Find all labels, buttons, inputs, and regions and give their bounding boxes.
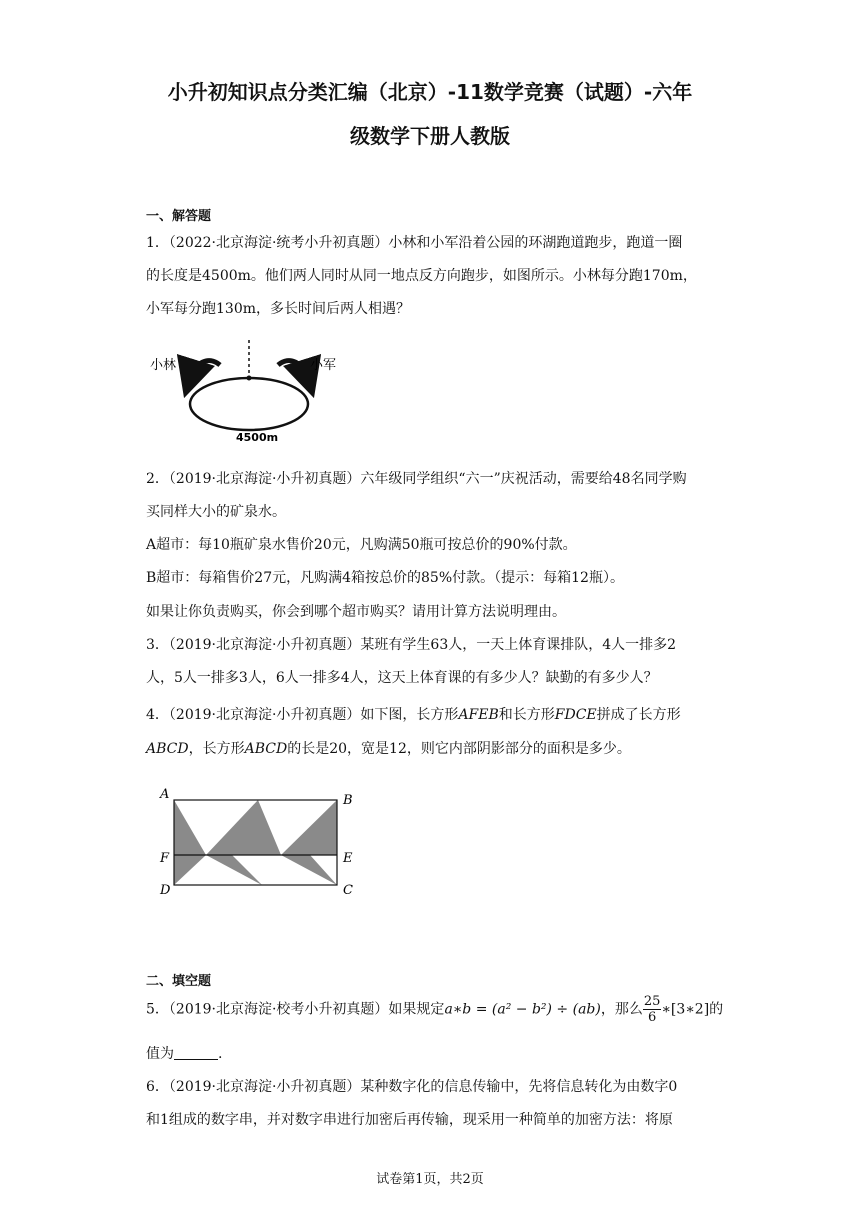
q2-line3: A超市：每10瓶矿泉水售价20元，凡购满50瓶可按总价的90%付款。 bbox=[146, 537, 577, 553]
q2-line4: B超市：每箱售价27元，凡购满4箱按总价的85%付款。（提示：每箱12瓶）。 bbox=[146, 570, 624, 586]
shaded-triangle-3 bbox=[281, 800, 337, 855]
q5-line1 bbox=[146, 994, 723, 1025]
q6-line2: 和1组成的数字串，并对数字串进行加密后再传输，现采用一种简单的加密方法：将原 bbox=[146, 1112, 673, 1128]
xiaojun-label: 小军 bbox=[310, 358, 337, 373]
xiaojun-arrow bbox=[278, 361, 308, 379]
start-point bbox=[247, 376, 252, 381]
shaded-rectangle-figure bbox=[150, 782, 360, 902]
rect-abcd-2: ABCD bbox=[244, 741, 288, 757]
q2-line2: 买同样大小的矿泉水。 bbox=[146, 504, 286, 520]
q3-line1: 3．（2019·北京海淀·小升初真题）某班有学生63人，一天上体育课排队，4人一排多2 bbox=[146, 637, 677, 653]
q3-line2: 人，5人一排多3人，6人一排多4人，这天上体育课的有多少人？缺勤的有多少人？ bbox=[146, 670, 658, 686]
q5-mid: ，那么 bbox=[600, 1001, 643, 1018]
label-f: F bbox=[160, 851, 170, 866]
label-e: E bbox=[343, 851, 353, 866]
q5-suffix: 的 bbox=[709, 1001, 724, 1018]
q1-line2: 的长度是4500m。他们两人同时从同一地点反方向跑步，如图所示。小林每分跑170m， bbox=[146, 268, 697, 284]
fraction-25-6 bbox=[643, 994, 662, 1025]
label-a: A bbox=[160, 787, 170, 802]
q5-line2 bbox=[146, 1043, 222, 1063]
q4-text-c: 拼成了长方形 bbox=[596, 707, 681, 723]
shaded-triangle-2 bbox=[206, 800, 281, 855]
rect-abcd: ABCD bbox=[146, 741, 189, 757]
q2-line5: 如果让你负责购买，你会到哪个超市购买？请用计算方法说明理由。 bbox=[146, 604, 566, 620]
label-b: B bbox=[343, 793, 353, 808]
shaded-triangle-1 bbox=[174, 800, 206, 855]
fraction-numerator: 25 bbox=[643, 994, 661, 1009]
q4-line1 bbox=[146, 704, 681, 724]
rect-fdce: FDCE bbox=[554, 707, 597, 723]
answer-blank[interactable] bbox=[174, 1045, 218, 1060]
q5-value-label: 值为 bbox=[146, 1046, 174, 1062]
q5-expr: ∗[3∗2] bbox=[661, 1001, 710, 1018]
q4-text-d: ，长方形 bbox=[188, 741, 245, 757]
q1-line3: 小军每分跑130m，多长时间后两人相遇？ bbox=[146, 301, 410, 317]
label-c: C bbox=[343, 883, 353, 898]
xiaolin-label: 小林 bbox=[150, 358, 177, 373]
rect-afeb: AFEB bbox=[458, 707, 499, 723]
q4-text-e: 的长是20，宽是12，则它内部阴影部分的面积是多少。 bbox=[287, 741, 631, 757]
q5-prefix: 5．（2019·北京海淀·校考小升初真题）如果规定 bbox=[146, 1001, 445, 1018]
q4-text-a: 4．（2019·北京海淀·小升初真题）如下图，长方形 bbox=[146, 707, 459, 723]
page-footer: 试卷第1页，共2页 bbox=[376, 1172, 484, 1187]
track-ellipse bbox=[190, 378, 308, 430]
document-title-line2: 级数学下册人教版 bbox=[350, 124, 510, 148]
label-d: D bbox=[160, 883, 171, 898]
track-figure bbox=[150, 335, 350, 445]
q5-period: . bbox=[218, 1046, 223, 1062]
q2-line1: 2．（2019·北京海淀·小升初真题）六年级同学组织“六一”庆祝活动，需要给48名同学购 bbox=[146, 471, 687, 487]
section-heading-answer: 一、解答题 bbox=[146, 209, 212, 224]
q5-formula: a∗b = (a² − b²) ÷ (ab) bbox=[444, 1001, 601, 1018]
shaded-triangle-6 bbox=[281, 855, 337, 885]
shaded-triangle-4 bbox=[174, 855, 206, 885]
track-length-label: 4500m bbox=[236, 431, 279, 444]
shaded-triangle-5 bbox=[206, 855, 262, 885]
q4-line2 bbox=[146, 738, 631, 758]
q6-line1: 6．（2019·北京海淀·小升初真题）某种数字化的信息传输中，先将信息转化为由数字0 bbox=[146, 1079, 678, 1095]
q1-line1: 1．（2022·北京海淀·统考小升初真题）小林和小军沿着公园的环湖跑道跑步，跑道一圈 bbox=[146, 235, 683, 251]
xiaolin-arrow bbox=[190, 361, 220, 379]
section-heading-fill: 二、填空题 bbox=[146, 974, 212, 989]
document-title-line1: 小升初知识点分类汇编（北京）-11数学竞赛（试题）-六年 bbox=[167, 80, 693, 104]
q4-text-b: 和长方形 bbox=[498, 707, 555, 723]
fraction-denominator: 6 bbox=[647, 1010, 657, 1025]
